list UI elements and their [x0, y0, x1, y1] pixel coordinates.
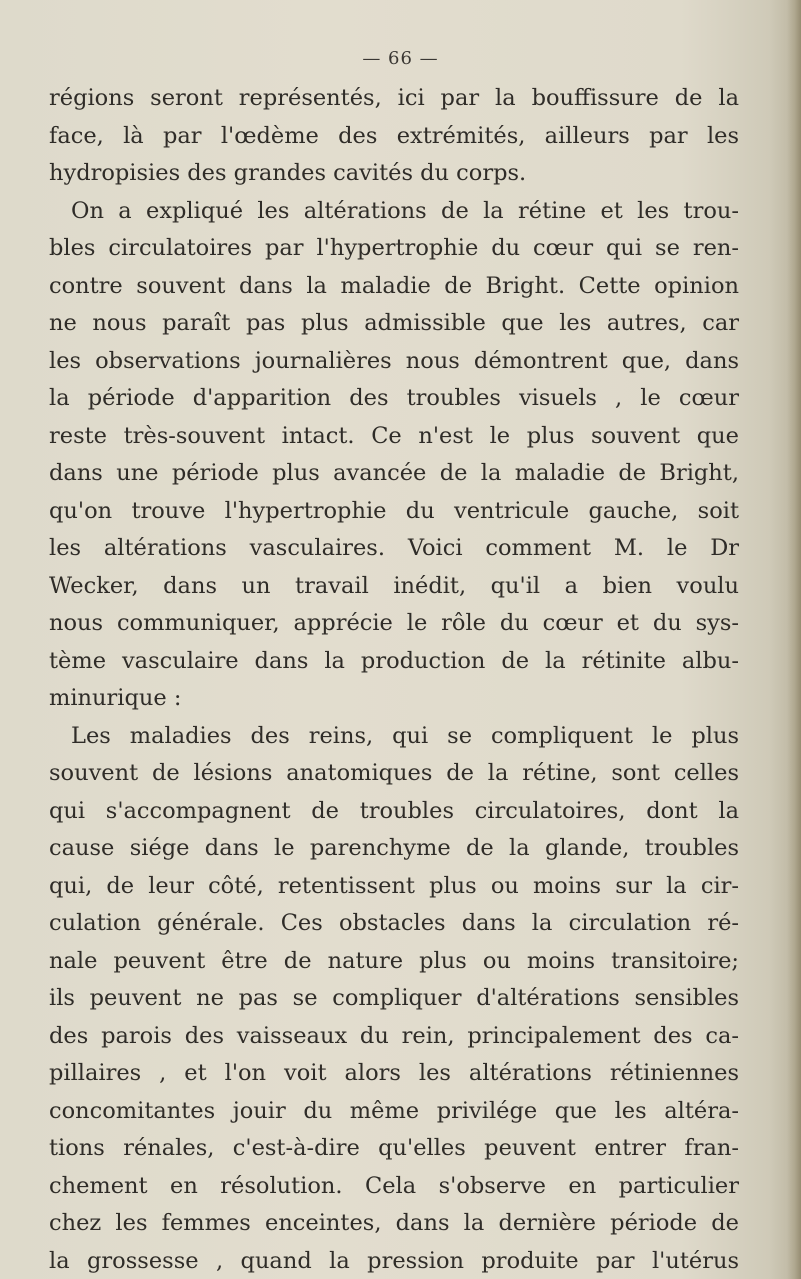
- text-line: reste très-souvent intact. Ce n'est le plus souvent que: [49, 422, 739, 449]
- text-line: nous communiquer, apprécie le rôle du cœur et du sys-: [49, 610, 739, 636]
- text-line: souvent de lésions anatomiques de la rétine, sont celles: [49, 760, 739, 786]
- text-line: On a expliqué les altérations de la rétine et les trou-: [71, 197, 739, 224]
- text-line: pillaires , et l'on voit alors les altérations rétiniennes: [49, 1060, 739, 1086]
- text-line: Les maladies des reins, qui se compliquent le plus: [71, 722, 739, 749]
- text-line: les observations journalières nous démontrent que, dans: [49, 347, 739, 374]
- text-line: qui, de leur côté, retentissent plus ou moins sur la cir-: [49, 872, 739, 899]
- text-line: ne nous paraît pas plus admissible que les autres, car: [49, 310, 739, 336]
- text-line: face, là par l'œdème des extrémités, ailleurs par les: [49, 122, 739, 149]
- text-line: chez les femmes enceintes, dans la dernière période de: [49, 1210, 739, 1236]
- text-line: Wecker, dans un travail inédit, qu'il a bien voulu: [49, 572, 739, 599]
- text-line: nale peuvent être de nature plus ou moins transitoire;: [49, 947, 739, 974]
- text-line: concomitantes jouir du même privilége que les altéra-: [49, 1097, 739, 1124]
- page-number: — 66 —: [362, 48, 439, 69]
- text-line: régions seront représentés, ici par la bouffissure de la: [49, 85, 739, 111]
- text-line: contre souvent dans la maladie de Bright. Cette opinion: [49, 272, 739, 299]
- text-line: cause siége dans le parenchyme de la glande, troubles: [49, 835, 739, 861]
- text-line: culation générale. Ces obstacles dans la circulation ré-: [49, 910, 739, 936]
- page-edge-shadow: [787, 0, 801, 1279]
- text-line: les altérations vasculaires. Voici comment M. le Dr: [49, 535, 739, 561]
- body-text: [49, 80, 739, 1279]
- text-line: qu'on trouve l'hypertrophie du ventricule gauche, soit: [49, 497, 739, 524]
- text-line: qui s'accompagnent de troubles circulatoires, dont la: [49, 797, 739, 824]
- text-line: tions rénales, c'est-à-dire qu'elles peuvent entrer fran-: [49, 1135, 739, 1161]
- text-line: hydropisies des grandes cavités du corps.: [49, 160, 527, 186]
- text-line: bles circulatoires par l'hypertrophie du cœur qui se ren-: [49, 235, 739, 261]
- text-line: tème vasculaire dans la production de la rétinite albu-: [49, 647, 739, 674]
- text-line: la grossesse , quand la pression produite par l'utérus: [49, 1247, 739, 1274]
- text-line: ils peuvent ne pas se compliquer d'altérations sensibles: [49, 985, 739, 1011]
- text-line: minurique :: [49, 685, 182, 711]
- text-line: chement en résolution. Cela s'observe en particulier: [49, 1172, 739, 1199]
- text-line: des parois des vaisseaux du rein, principalement des ca-: [49, 1022, 739, 1049]
- text-line: la période d'apparition des troubles visuels , le cœur: [49, 385, 739, 411]
- text-line: dans une période plus avancée de la maladie de Bright,: [49, 460, 739, 486]
